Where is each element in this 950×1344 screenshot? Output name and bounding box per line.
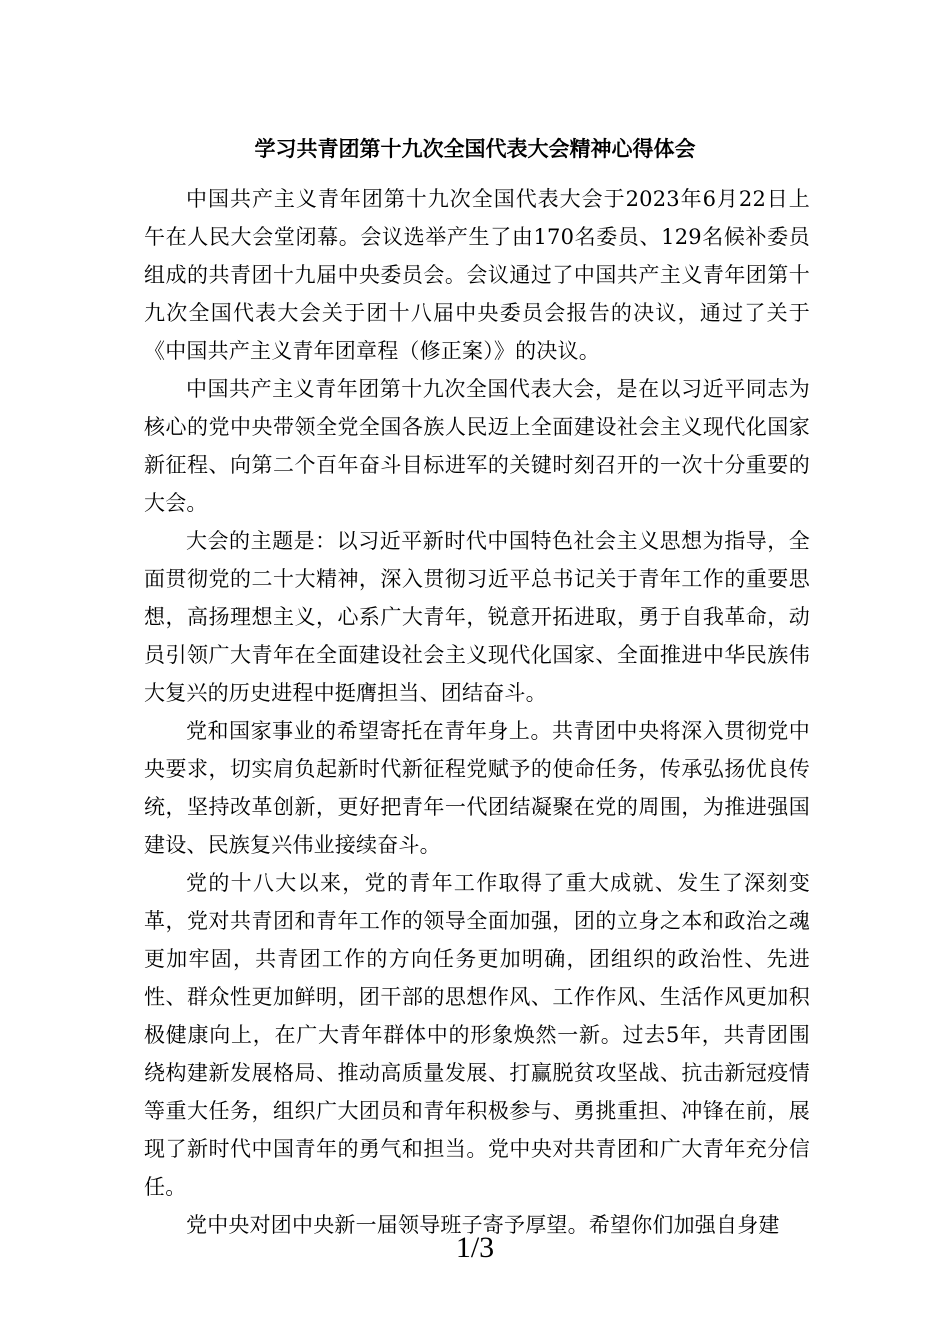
paragraph-6: 党中央对团中央新一届领导班子寄予厚望。希望你们加强自身建: [186, 1213, 780, 1237]
page-number: 1/3: [455, 1231, 495, 1264]
paragraph-3: 大会的主题是：以习近平新时代中国特色社会主义思想为指导，全面贯彻党的二十大精神，深入贯彻习近平总书记关于青年工作的重要思想，高扬理想主义，心系广大青年，锐意开拓进取，勇于自我革命，动员引领广大青年在全面建设社会主义现代化国家、全面推进中华民族伟大复兴的历史进程中挺膺担当、团结奋斗。: [144, 529, 810, 705]
paragraph-2: 中国共产主义青年团第十九次全国代表大会，是在以习近平同志为核心的党中央带领全党全国各族人民迈上全面建设社会主义现代化国家新征程、向第二个百年奋斗目标进军的关键时刻召开的一次十分重要的大会。: [144, 377, 810, 515]
paragraph-1: 中国共产主义青年团第十九次全国代表大会于2023年6月22日上午在人民大会堂闭幕。会议选举产生了由170名委员、129名候补委员组成的共青团十九届中央委员会。会议通过了中国共产主义青年团第十九次全国代表大会关于团十八届中央委员会报告的决议，通过了关于《中国共产主义青年团章程（修正案）》的决议。: [144, 187, 810, 363]
document-body: [144, 180, 810, 1244]
document-title: 学习共青团第十九次全国代表大会精神心得体会: [254, 136, 696, 161]
paragraph-5: 党的十八大以来，党的青年工作取得了重大成就、发生了深刻变革，党对共青团和青年工作的领导全面加强，团的立身之本和政治之魂更加牢固，共青团工作的方向任务更加明确，团组织的政治性、先进性、群众性更加鲜明，团干部的思想作风、工作作风、生活作风更加积极健康向上，在广大青年群体中的形象焕然一新。过去5年，共青团围绕构建新发展格局、推动高质量发展、打赢脱贫攻坚战、抗击新冠疫情等重大任务，组织广大团员和青年积极参与、勇挑重担、冲锋在前，展现了新时代中国青年的勇气和担当。党中央对共青团和广大青年充分信任。: [144, 871, 810, 1199]
paragraph-4: 党和国家事业的希望寄托在青年身上。共青团中央将深入贯彻党中央要求，切实肩负起新时代新征程党赋予的使命任务，传承弘扬优良传统，坚持改革创新，更好把青年一代团结凝聚在党的周围，为推进强国建设、民族复兴伟业接续奋斗。: [144, 719, 810, 857]
